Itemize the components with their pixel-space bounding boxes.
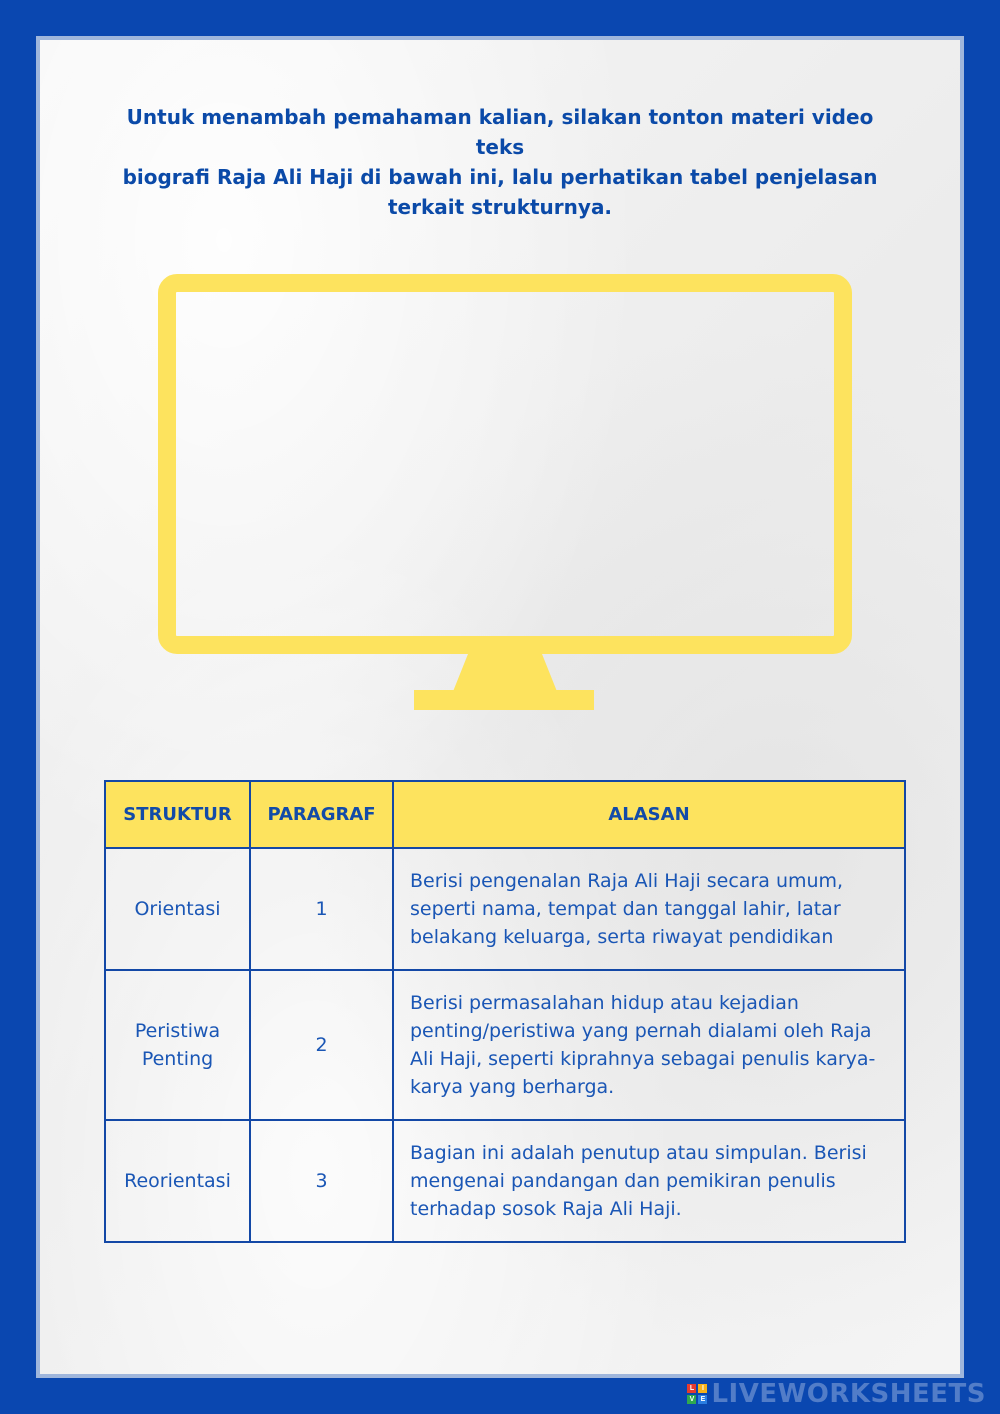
- struktur-cell: [105, 848, 250, 970]
- monitor-icon: [158, 274, 852, 714]
- intro-line-1: Untuk menambah pemahaman kalian, silakan tonton materi video teks: [126, 105, 874, 159]
- table-header-row: [105, 781, 905, 848]
- alasan-line: terhadap sosok Raja Ali Haji.: [410, 1198, 682, 1220]
- structure-table-container: [104, 780, 904, 1243]
- alasan-line: seperti nama, tempat dan tanggal lahir, latar: [410, 898, 841, 920]
- alasan-line: Bagian ini adalah penutup atau simpulan. Berisi: [410, 1142, 867, 1164]
- table-row: [105, 848, 905, 970]
- alasan-line: Ali Haji, seperti kiprahnya sebagai penulis karya-: [410, 1048, 876, 1070]
- table-row: [105, 970, 905, 1120]
- alasan-line: penting/peristiwa yang pernah dialami oleh Raja: [410, 1020, 872, 1042]
- paragraf-cell: 1: [250, 848, 393, 970]
- header-struktur: STRUKTUR: [105, 781, 250, 848]
- paragraf-cell: 3: [250, 1120, 393, 1242]
- struktur-text: Orientasi: [134, 898, 221, 920]
- alasan-line: belakang keluarga, serta riwayat pendidikan: [410, 926, 834, 948]
- intro-line-2: biografi Raja Ali Haji di bawah ini, lalu perhatikan tabel penjelasan: [122, 165, 878, 189]
- structure-table: [104, 780, 906, 1243]
- struktur-text: Peristiwa: [134, 1020, 221, 1042]
- alasan-line: karya yang berharga.: [410, 1076, 615, 1098]
- worksheet-page: [36, 36, 964, 1378]
- video-player-frame[interactable]: [158, 274, 852, 714]
- liveworksheets-watermark: [687, 1378, 986, 1410]
- struktur-text: Reorientasi: [124, 1170, 231, 1192]
- intro-text: [120, 102, 880, 222]
- liveworksheets-logo-icon: L I V E: [687, 1384, 707, 1404]
- alasan-line: Berisi permasalahan hidup atau kejadian: [410, 992, 799, 1014]
- struktur-text: Penting: [141, 1048, 214, 1070]
- alasan-cell: [393, 1120, 905, 1242]
- watermark-text: LIVEWORKSHEETS: [711, 1379, 986, 1409]
- table-row: [105, 1120, 905, 1242]
- alasan-line: Berisi pengenalan Raja Ali Haji secara umum,: [410, 870, 844, 892]
- alasan-line: mengenai pandangan dan pemikiran penulis: [410, 1170, 836, 1192]
- struktur-cell: [105, 1120, 250, 1242]
- struktur-cell: [105, 970, 250, 1120]
- intro-line-3: terkait strukturnya.: [387, 195, 613, 219]
- alasan-cell: [393, 848, 905, 970]
- header-alasan: ALASAN: [393, 781, 905, 848]
- header-paragraf: PARAGRAF: [250, 781, 393, 848]
- paragraf-cell: 2: [250, 970, 393, 1120]
- alasan-cell: [393, 970, 905, 1120]
